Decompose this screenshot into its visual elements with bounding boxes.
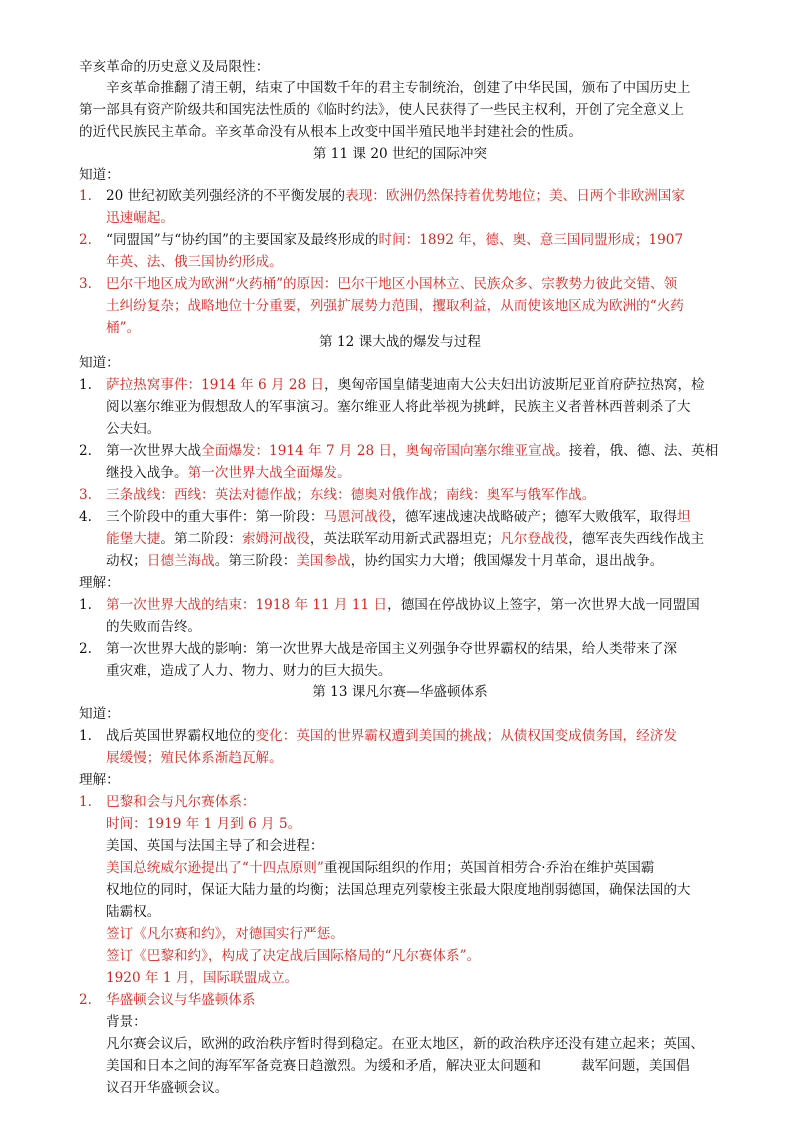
list-number: 2. xyxy=(79,443,92,459)
lesson-title: 第 13 课凡尔赛—华盛顿体系 xyxy=(312,684,488,700)
list-item-cont: 动权；日德兰海战。第三阶段：美国参战，协约国实力大增；俄国爆发十月革命，退出战争。 xyxy=(106,553,664,569)
list-item-cont: 公夫妇。 xyxy=(106,421,161,437)
list-number: 2. xyxy=(79,232,92,248)
list-item: 第一次世界大战的影响：第一次世界大战是帝国主义列强争夺世界霸权的结果，给人类带来了深 xyxy=(106,641,677,657)
paragraph-line: 的近代民族民主革命。辛亥革命没有从根本上改变中国半殖民地半封建社会的性质。 xyxy=(79,124,582,140)
list-item-cont: 能堡大捷。第二阶段：索姆河战役，英法联军动用新式武器坦克；凡尔登战役，德军丧失西线作战主 xyxy=(106,531,705,547)
list-item: 巴尔干地区成为欧洲“火药桶”的原因：巴尔干地区小国林立、民族众多、宗教势力彼此交错、领 xyxy=(106,276,678,292)
list-number: 1. xyxy=(79,597,92,613)
detail-line: 美国和日本之间的海军军备竞赛日趋激烈。为缓和矛盾，解决亚太问题和 裁军问题，美国倡 xyxy=(106,1058,690,1074)
list-item: 华盛顿会议与华盛顿体系 xyxy=(106,992,256,1008)
detail-line: 时间：1919 年 1 月到 6 月 5。 xyxy=(106,816,302,832)
list-item: 第一次世界大战全面爆发：1914 年 7 月 28 日，奥匈帝国向塞尔维亚宣战。接着，俄、德、法、英相 xyxy=(106,443,719,459)
list-item-cont: 年英、法、俄三国协约形成。 xyxy=(106,254,283,270)
zhidao-label: 知道： xyxy=(79,167,120,183)
detail-line: 凡尔赛会议后，欧洲的政治秩序暂时得到稳定。在亚太地区，新的政治秩序还没有建立起来；英国、 xyxy=(106,1036,705,1052)
list-number: 3. xyxy=(79,487,92,503)
list-item: 第一次世界大战的结束：1918 年 11 月 11 日，德国在停战协议上签字，第一次世界大战一同盟国 xyxy=(106,597,700,613)
list-number: 3. xyxy=(79,276,92,292)
list-item-cont: 迅速崛起。 xyxy=(106,210,174,226)
lijie-label: 理解： xyxy=(79,772,120,788)
list-number: 1. xyxy=(79,188,92,204)
detail-line: 陆霸权。 xyxy=(106,904,161,920)
list-item-cont: 的失败而告终。 xyxy=(106,619,202,635)
zhidao-label: 知道： xyxy=(79,706,120,722)
list-item-cont: 重灾难，造成了人力、物力、财力的巨大损失。 xyxy=(106,663,392,679)
list-item-cont: 继投入战争。第一次世界大战全面爆发。 xyxy=(106,465,351,481)
detail-line: 签订《凡尔赛和约》，对德国实行严惩。 xyxy=(106,926,344,942)
section-heading: 辛亥革命的历史意义及局限性： xyxy=(79,59,270,75)
zhidao-label: 知道： xyxy=(79,355,120,371)
list-item: 三个阶段中的重大事件：第一阶段：马恩河战役，德军速战速决战略破产；德军大败俄军，取得坦 xyxy=(106,509,691,525)
detail-line: 1920 年 1 月，国际联盟成立。 xyxy=(106,970,299,986)
list-number: 2. xyxy=(79,992,92,1008)
lesson-title: 第 11 课 20 世纪的国际冲突 xyxy=(312,146,488,162)
detail-line: 议召开华盛顿会议。 xyxy=(106,1080,229,1096)
list-item-cont: 桶”。 xyxy=(106,320,141,336)
list-number: 1. xyxy=(79,794,92,810)
lesson-title: 第 12 课大战的爆发与过程 xyxy=(319,334,481,350)
list-number: 2. xyxy=(79,641,92,657)
list-number: 1. xyxy=(79,377,92,393)
list-item: 巴黎和会与凡尔赛体系： xyxy=(106,794,256,810)
list-item: 20 世纪初欧美列强经济的不平衡发展的表现：欧洲仍然保持着优势地位；美、日两个非欧洲国家 xyxy=(106,188,685,204)
list-item-cont: 展缓慢；殖民体系渐趋瓦解。 xyxy=(106,750,283,766)
detail-line: 美国、英国与法国主导了和会进程： xyxy=(106,838,324,854)
detail-line: 美国总统威尔逊提出了“十四点原则”重视国际组织的作用；英国首相劳合·乔治在维护英国霸 xyxy=(106,860,655,876)
detail-line: 背景： xyxy=(106,1014,147,1030)
paragraph-line: 第一部具有资产阶级共和国宪法性质的《临时约法》，使人民获得了一些民主权利，开创了完全意义上 xyxy=(79,102,684,118)
paragraph-line: 辛亥革命推翻了清王朝，结束了中国数千年的君主专制统治，创建了中华民国，颁布了中国历史上 xyxy=(106,80,691,96)
list-item: 三条战线：西线：英法对德作战；东线：德奥对俄作战；南线：奥军与俄军作战。 xyxy=(106,487,596,503)
list-item: 萨拉热窝事件：1914 年 6 月 28 日，奥匈帝国皇储斐迪南大公夫妇出访波斯尼亚首府萨拉热窝，检 xyxy=(106,377,705,393)
list-item: “同盟国”与“协约国”的主要国家及最终形成的时间：1892 年，德、奥、意三国同盟形成；1907 xyxy=(106,232,684,248)
list-number: 4. xyxy=(79,509,92,525)
detail-line: 权地位的同时，保证大陆力量的均衡；法国总理克列蒙梭主张最大限度地削弱德国，确保法国的大 xyxy=(106,882,691,898)
detail-line: 签订《巴黎和约》，构成了决定战后国际格局的“凡尔赛体系”。 xyxy=(106,948,481,964)
list-number: 1. xyxy=(79,728,92,744)
list-item: 战后英国世界霸权地位的变化：英国的世界霸权遭到美国的挑战；从债权国变成债务国，经济发 xyxy=(106,728,677,744)
list-item-cont: 土纠纷复杂；战略地位十分重要，列强扩展势力范围，攫取利益，从而使该地区成为欧洲的“火药 xyxy=(106,298,684,314)
list-item-cont: 阅以塞尔维亚为假想敌人的军事演习。塞尔维亚人将此举视为挑衅，民族主义者普林西普刺杀了大 xyxy=(106,399,691,415)
lijie-label: 理解： xyxy=(79,575,120,591)
